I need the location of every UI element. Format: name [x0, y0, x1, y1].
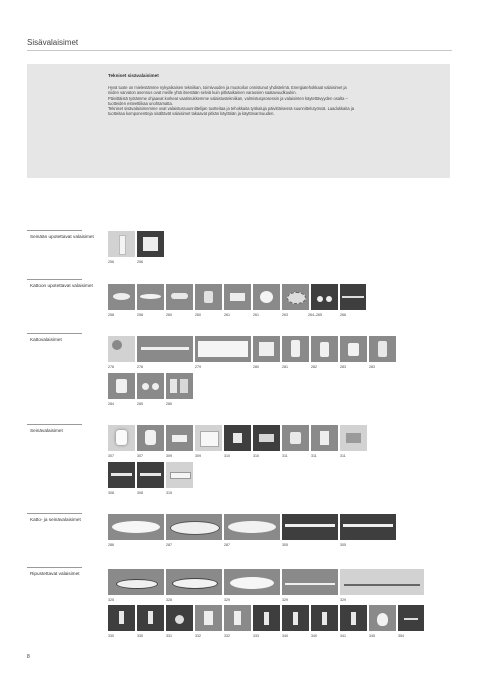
product-thumbnail[interactable] — [108, 514, 164, 540]
page-reference: 266 — [340, 313, 346, 317]
page-reference: 283 — [340, 365, 346, 369]
product-thumbnail[interactable] — [108, 605, 135, 631]
page-reference: 329 — [224, 598, 230, 602]
page-reference: 287 — [224, 543, 230, 547]
product-thumbnail[interactable] — [224, 284, 251, 310]
product-thumbnail[interactable] — [369, 605, 396, 631]
page-reference: 264–265 — [308, 313, 322, 317]
page-reference: 281 — [282, 365, 288, 369]
product-thumbnail[interactable] — [340, 569, 424, 595]
info-body — [108, 85, 358, 117]
page-reference: 332 — [195, 634, 201, 638]
page-reference: 310 — [253, 454, 259, 458]
product-thumbnail[interactable] — [340, 336, 367, 362]
product-thumbnail[interactable] — [311, 605, 338, 631]
section-label: Seinään upotettavat valaisimet — [30, 234, 94, 239]
product-thumbnail[interactable] — [137, 425, 164, 451]
page-reference: 345 — [369, 634, 375, 638]
product-thumbnail[interactable] — [166, 462, 193, 488]
page-reference: 340 — [311, 634, 317, 638]
page-reference: 311 — [282, 454, 288, 458]
product-thumbnail[interactable] — [108, 284, 135, 310]
page-reference: 340 — [282, 634, 288, 638]
product-thumbnail[interactable] — [224, 514, 280, 540]
product-thumbnail[interactable] — [166, 569, 222, 595]
page-reference: 280 — [253, 365, 259, 369]
section-label: Kattovalaisimet — [30, 337, 62, 342]
page-reference: 261 — [253, 313, 259, 317]
product-thumbnail[interactable] — [282, 336, 309, 362]
product-thumbnail[interactable] — [311, 425, 338, 451]
page-reference: 278 — [108, 365, 114, 369]
product-thumbnail[interactable] — [137, 231, 164, 257]
section-label: Kattoon upotettavat valaisimet — [30, 283, 93, 288]
page-reference: 333 — [253, 634, 259, 638]
product-thumbnail[interactable] — [166, 605, 193, 631]
page-reference: 325 — [108, 598, 114, 602]
product-thumbnail[interactable] — [166, 514, 222, 540]
product-thumbnail[interactable] — [166, 425, 193, 451]
product-thumbnail[interactable] — [195, 284, 222, 310]
product-thumbnail[interactable] — [137, 605, 164, 631]
page-reference: 331 — [166, 634, 172, 638]
product-thumbnail[interactable] — [108, 462, 135, 488]
page-reference: 329 — [282, 598, 288, 602]
page-reference: 261 — [224, 313, 230, 317]
product-thumbnail[interactable] — [340, 425, 367, 451]
product-thumbnail[interactable] — [108, 231, 135, 257]
header-divider — [27, 50, 452, 51]
page-reference: 258 — [137, 313, 143, 317]
product-thumbnail[interactable] — [340, 514, 396, 540]
product-thumbnail[interactable] — [137, 462, 164, 488]
product-thumbnail[interactable] — [340, 605, 367, 631]
page-reference: 329 — [340, 598, 346, 602]
page-reference: 285 — [166, 402, 172, 406]
product-thumbnail[interactable] — [224, 605, 251, 631]
info-paragraph: Päivittäistä työtämme ohjaavat korkeat vaatimukkemme valaistustekniikan, valmistusprosessin ja valaisinten käytettävyyden osalta – tuotteiden esteettiikaa unohtamatta. — [108, 95, 348, 106]
page-reference: 315 — [166, 491, 172, 495]
section-divider — [27, 279, 82, 280]
page-reference: 332 — [224, 634, 230, 638]
product-thumbnail[interactable] — [369, 336, 396, 362]
product-thumbnail[interactable] — [253, 425, 280, 451]
product-thumbnail[interactable] — [166, 373, 193, 399]
product-thumbnail[interactable] — [311, 284, 338, 310]
info-title: Tekniset sisävalaisimet — [108, 73, 159, 78]
product-thumbnail[interactable] — [137, 284, 164, 310]
page-reference: 307 — [137, 454, 143, 458]
page-reference: 309 — [166, 454, 172, 458]
section-divider — [27, 567, 82, 568]
page-reference: 309 — [195, 454, 201, 458]
info-box — [27, 64, 450, 178]
page-reference: 260 — [166, 313, 172, 317]
product-thumbnail[interactable] — [340, 284, 366, 310]
product-thumbnail[interactable] — [282, 284, 309, 310]
page-reference: 341 — [340, 634, 346, 638]
page-reference: 286 — [108, 543, 114, 547]
product-thumbnail[interactable] — [108, 373, 135, 399]
product-thumbnail[interactable] — [282, 569, 338, 595]
page-reference: 260 — [195, 313, 201, 317]
section-divider — [27, 230, 82, 231]
page-reference: 308 — [137, 491, 143, 495]
page-reference: 283 — [369, 365, 375, 369]
page-reference: 256 — [108, 260, 114, 264]
page-reference: 258 — [108, 313, 114, 317]
page-reference: 330 — [108, 634, 114, 638]
page-reference: 305 — [340, 543, 346, 547]
section-label: Seinävalaisimet — [30, 428, 63, 433]
page-reference: 311 — [311, 454, 317, 458]
product-thumbnail[interactable] — [137, 336, 193, 362]
product-thumbnail[interactable] — [311, 336, 338, 362]
page-reference: 311 — [340, 454, 346, 458]
page-title: Sisävalaisimet — [27, 38, 79, 47]
product-thumbnail[interactable] — [224, 425, 251, 451]
page-reference: 307 — [108, 454, 114, 458]
product-thumbnail[interactable] — [166, 284, 193, 310]
product-thumbnail[interactable] — [253, 605, 280, 631]
product-thumbnail[interactable] — [282, 514, 338, 540]
page-reference: 279 — [195, 365, 201, 369]
page-reference: 310 — [224, 454, 230, 458]
page-reference: 284 — [108, 402, 114, 406]
product-thumbnail[interactable] — [253, 284, 280, 310]
page-reference: 278 — [137, 365, 143, 369]
page-reference: 328 — [166, 598, 172, 602]
info-paragraph: Hyvä tuote on mielestämme nykyaikaisen tekniikan, toimivuuden ja muotoilun onnistunut yhdistelmä. Energiatehokkaat valaisimet ja niiden varvaton asennus ovat meille yhtä itsestään selviä kuin pitkäaikainen varaosien saatavuudkuukin. — [108, 85, 347, 96]
page-header — [27, 38, 452, 47]
section-label: Katto- ja seinävalaisimet — [30, 517, 81, 522]
section-divider — [27, 513, 82, 514]
product-thumbnail[interactable] — [137, 373, 164, 399]
section-label: Ripustettavat valaisimet — [30, 571, 80, 576]
product-thumbnail[interactable] — [195, 336, 251, 362]
page-number: 8 — [27, 654, 30, 660]
section-divider — [27, 333, 82, 334]
page-reference: 263 — [282, 313, 288, 317]
page-reference: 354 — [398, 634, 404, 638]
section-divider — [27, 424, 82, 425]
page-reference: 282 — [311, 365, 317, 369]
page-reference: 287 — [166, 543, 172, 547]
product-thumbnail[interactable] — [282, 605, 309, 631]
product-thumbnail[interactable] — [224, 569, 280, 595]
product-thumbnail[interactable] — [282, 425, 309, 451]
product-thumbnail[interactable] — [108, 425, 135, 451]
product-thumbnail[interactable] — [253, 336, 280, 362]
product-thumbnail[interactable] — [398, 605, 424, 631]
product-thumbnail[interactable] — [108, 569, 164, 595]
page-reference: 308 — [108, 491, 114, 495]
info-paragraph: Tekniset sisävalaisimemme ovat valaistussuunnittelijan tuotteitaa ja tehokkaita työkaluja päivittäisessä suunnittelutyössä. Laadukkaita ja tuotteitaa komponentteja sisältävät valaisimet takaavat pitkän käyttöiän ja käyttövarmuuden. — [108, 106, 354, 117]
product-thumbnail[interactable] — [195, 605, 222, 631]
product-thumbnail[interactable] — [195, 425, 222, 451]
page-reference: 256 — [137, 260, 143, 264]
page-reference: 285 — [137, 402, 143, 406]
page-reference: 305 — [282, 543, 288, 547]
page-reference: 330 — [137, 634, 143, 638]
product-thumbnail[interactable] — [108, 336, 135, 362]
